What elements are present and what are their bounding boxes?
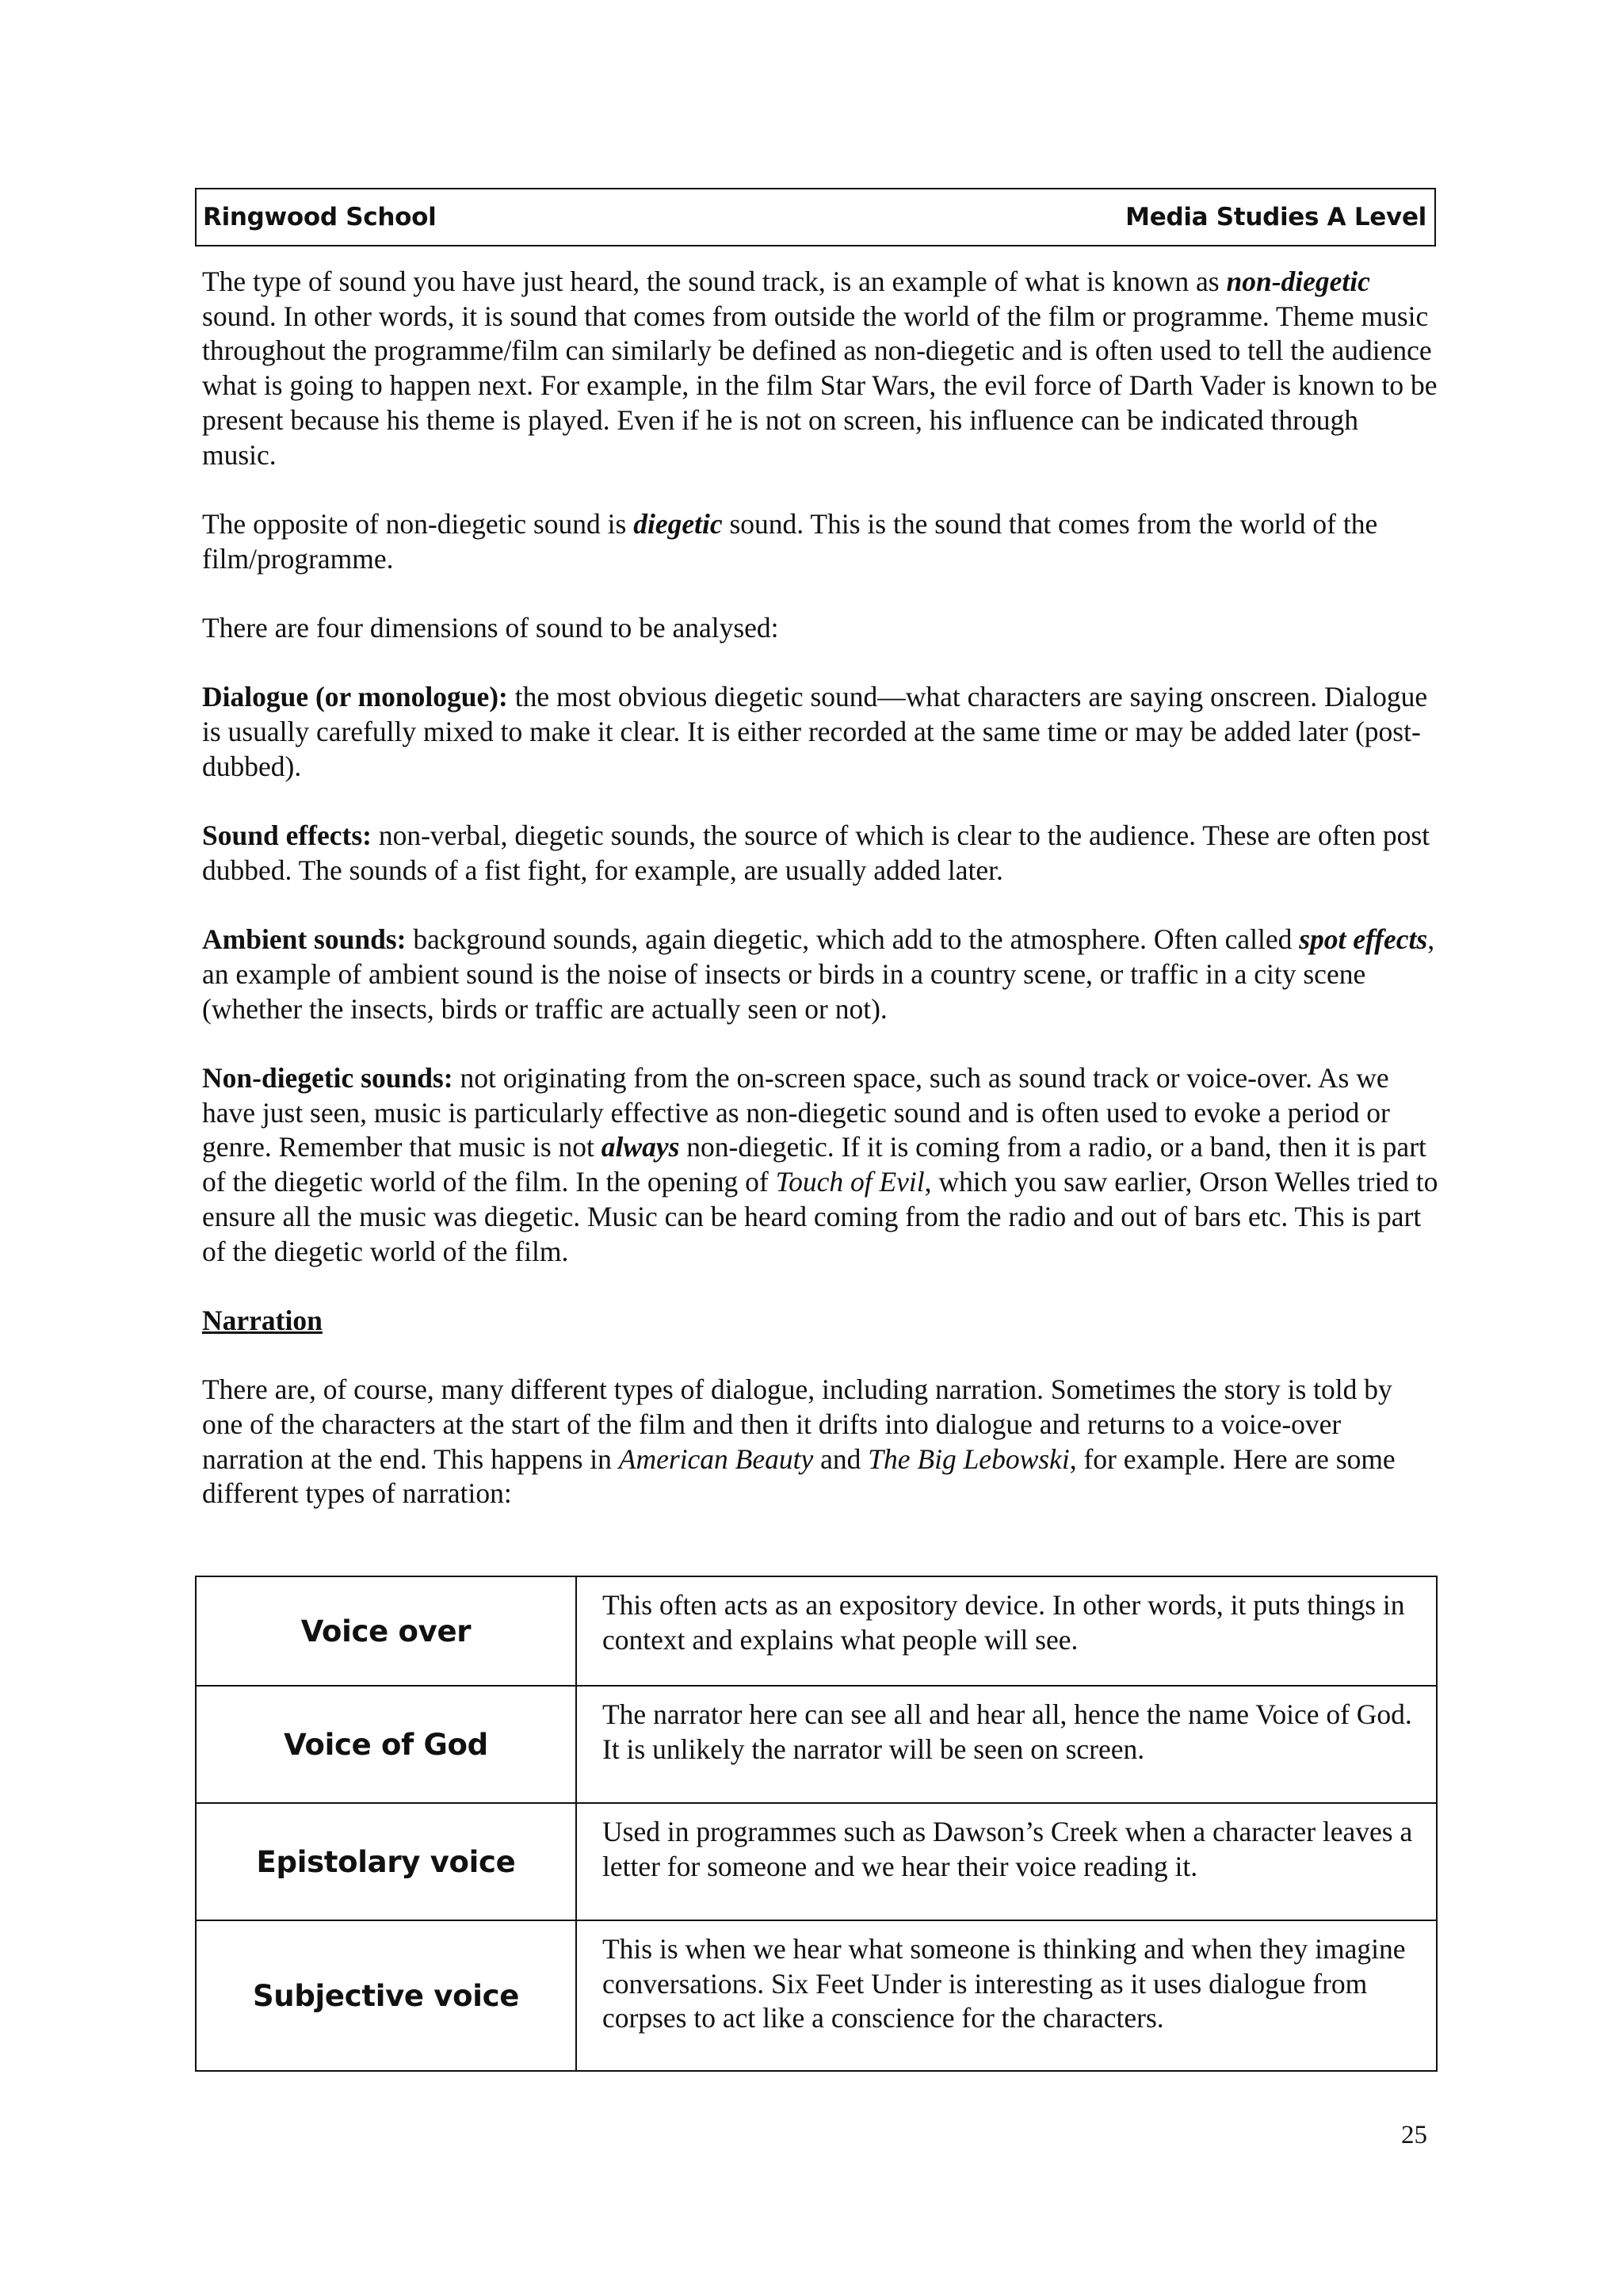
- dimension-non-diegetic: [202, 1061, 1438, 1269]
- nondiegetic-text-b: non-diegetic. If it is coming from a radio, or a band, then it is part of the diegetic world of the film. In the opening of: [202, 1131, 1426, 1198]
- dimension-ambient: [202, 923, 1438, 1026]
- table-row: [196, 1686, 1437, 1803]
- intro-paragraph-3: There are four dimensions of sound to be analysed:: [202, 612, 779, 644]
- term-non-diegetic: non-diegetic: [1226, 266, 1370, 297]
- narration-text-b: , for example. Here are some different types of narration:: [202, 1442, 1396, 1510]
- dimension-sound-effects: [202, 819, 1438, 888]
- ambient-text-a: background sounds, again diegetic, which add to the atmosphere. Often called: [406, 923, 1300, 956]
- table-term: Epistolary voice: [196, 1803, 576, 1920]
- film-title-big-lebowski: The Big Lebowski: [868, 1442, 1070, 1475]
- nondiegetic-text-a: not originating from the on-screen space, such as sound track or voice-over. As we have just seen, music is particularly effective as non-diegetic sound and is often used to evoke a period or genre. Remember that music is not: [202, 1062, 1390, 1163]
- effects-label: Sound effects:: [202, 819, 372, 852]
- narration-text-a: There are, of course, many different types of dialogue, including narration. Sometimes the story is told by one of the characters at the start of the film and then it drifts into dialogue and returns to a voice-over narration at the end. This happens in: [202, 1373, 1392, 1475]
- table-row: [196, 1920, 1437, 2071]
- narration-heading: Narration: [202, 1304, 323, 1336]
- film-title-touch-of-evil: Touch of Evil: [775, 1166, 925, 1198]
- term-always: always: [601, 1131, 680, 1163]
- page-number: 25: [1401, 2121, 1427, 2149]
- film-title-american-beauty: American Beauty: [618, 1442, 814, 1475]
- nondiegetic-text-c: , which you saw earlier, Orson Welles tried to ensure all the music was diegetic. Music can be heard coming from the radio and out of bars etc. This is part of the diegetic world of the film.: [202, 1166, 1438, 1267]
- narration-paragraph: [202, 1373, 1438, 1511]
- table-row: [196, 1803, 1437, 1920]
- table-term: Voice of God: [196, 1686, 576, 1803]
- term-diegetic: diegetic: [633, 507, 723, 540]
- intro-p2-text-a: The opposite of non-diegetic sound is: [202, 507, 634, 540]
- intro-paragraph-2: [202, 507, 1438, 576]
- narration-text-and: and: [813, 1442, 869, 1475]
- table-description: Used in programmes such as Dawson’s Creek when a character leaves a letter for someone and we hear their voice reading it.: [576, 1803, 1437, 1920]
- intro-paragraph-1: [202, 265, 1438, 472]
- intro-p1-text-a: The type of sound you have just heard, the sound track, is an example of what is known as: [202, 266, 1227, 297]
- dialogue-label: Dialogue (or monologue):: [202, 681, 508, 713]
- dialogue-text: the most obvious diegetic sound—what characters are saying onscreen. Dialogue is usually carefully mixed to make it clear. It is either recorded at the same time or may be added later (post-dubbed).: [202, 681, 1428, 782]
- table-term: Voice over: [196, 1576, 576, 1686]
- effects-text: non-verbal, diegetic sounds, the source of which is clear to the audience. These are often post dubbed. The sounds of a fist fight, for example, are usually added later.: [202, 819, 1430, 886]
- term-spot-effects: spot effects: [1299, 923, 1428, 956]
- table-term: Subjective voice: [196, 1920, 576, 2071]
- dimension-dialogue: [202, 680, 1438, 784]
- table-description: The narrator here can see all and hear all, hence the name Voice of God. It is unlikely the narrator will be seen on screen.: [576, 1686, 1437, 1803]
- table-row: [196, 1576, 1437, 1686]
- ambient-text-b: , an example of ambient sound is the noise of insects or birds in a country scene, or traffic in a city scene (whether the insects, birds or traffic are actually seen or not).: [202, 923, 1435, 1025]
- page-header: [195, 188, 1436, 246]
- header-course: Media Studies A Level: [1125, 203, 1426, 231]
- body-text: [202, 265, 1438, 1546]
- ambient-label: Ambient sounds:: [202, 923, 407, 956]
- narration-types-table: [195, 1576, 1438, 2072]
- table-description: This is when we hear what someone is thinking and when they imagine conversations. Six Feet Under is interesting as it uses dialogue from corpses to act like a conscience for the characters.: [576, 1920, 1437, 2071]
- nondiegetic-label: Non-diegetic sounds:: [202, 1062, 453, 1095]
- intro-p1-text-b: sound. In other words, it is sound that comes from outside the world of the film or programme. Theme music throughout the programme/film can similarly be defined as non-diegetic and is often used to tell the audience what is going to happen next. For example, in the film Star Wars, the evil force of Darth Vader is known to be present because his theme is played. Even if he is not on screen, his influence can be indicated through music.: [202, 300, 1438, 471]
- table-description: This often acts as an expository device. In other words, it puts things in context and explains what people will see.: [576, 1576, 1437, 1686]
- intro-p2-text-b: sound. This is the sound that comes from the world of the film/programme.: [202, 507, 1378, 575]
- header-school: Ringwood School: [203, 203, 437, 231]
